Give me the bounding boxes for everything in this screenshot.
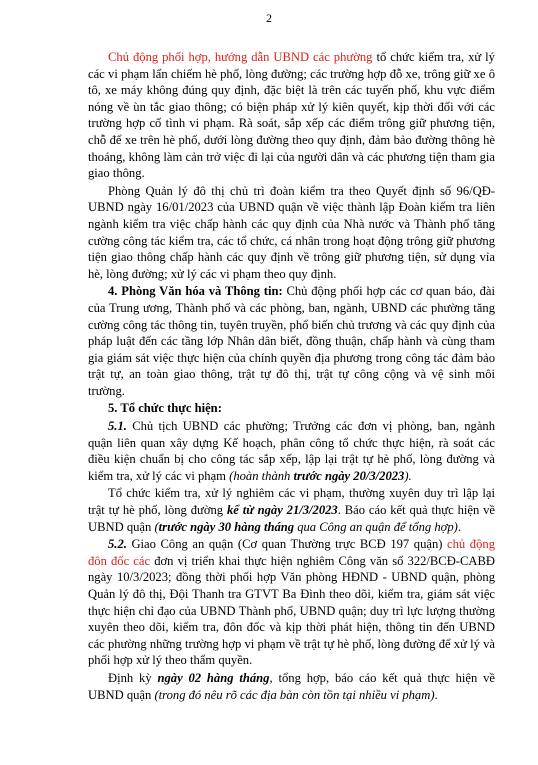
deadline-text: trước ngày 20/3/2023: [293, 468, 405, 483]
report-deadline-text: trước ngày 30 hàng tháng: [158, 519, 295, 534]
paragraph-6: [88, 485, 495, 535]
section-5-1-paragraph: [88, 418, 495, 484]
italic-note: (trong đó nêu rõ các địa bàn còn tồn tại nhiều vi phạm): [154, 687, 435, 702]
paragraph-text: Chủ động phối hợp các cơ quan báo, đài của Trung ương, Thành phố và các phòng, ban, ngành, UBND các phường tăng cường công tác thông tin, tuyên truyền, phổ biến chủ trương và các quy định của pháp luật đến các tầng lớp Nhân dân biết, đồng thuận, chấp hành và cùng tham gia giám sát việc thực hiện của chính quyền địa phương trong công tác đảm bảo trật tự, an toàn giao thông, trật tự đô thị, trật tự công cộng và vệ sinh môi trường.: [88, 284, 495, 398]
page-number: 2: [266, 11, 272, 25]
section-4-heading: 4. Phòng Văn hóa và Thông tin:: [108, 284, 283, 299]
paragraph-text: . Báo cáo kết quả thực hiện về UBND quận: [88, 503, 495, 534]
start-date-text: kể từ ngày 21/3/2023: [226, 503, 338, 518]
italic-open: (: [154, 519, 159, 534]
italic-note: qua Công an quận để tổng hợp): [294, 519, 458, 534]
period: .: [434, 687, 438, 702]
section-5-1-number: 5.1.: [108, 419, 127, 434]
document-body: [88, 49, 495, 704]
section-5-2-number: 5.2.: [108, 537, 127, 552]
section-5-heading-text: 5. Tổ chức thực hiện:: [108, 401, 222, 416]
section-5-heading: [88, 400, 495, 417]
periodic-date-text: ngày 02 hàng tháng: [157, 670, 270, 685]
red-highlight: Chủ động phối hợp, hướng dẫn UBND các phường: [108, 50, 373, 64]
period: .: [457, 519, 461, 534]
section-5-2-paragraph: [88, 536, 495, 669]
paragraph-text: Định kỳ: [108, 670, 158, 685]
paragraph-8: [88, 670, 495, 703]
red-highlight: chủ động đôn đốc các: [88, 537, 495, 568]
italic-note-close: ).: [404, 468, 412, 483]
italic-note-open: (hoàn thành: [229, 468, 294, 483]
paragraph-1: [88, 49, 495, 182]
section-4-paragraph: [88, 283, 495, 399]
paragraph-text: tổ chức kiểm tra, xử lý các vi phạm lấn chiếm hè phố, lòng đường; các trường hợp đỗ xe, trông giữ xe ô tô, xe máy không đúng quy định, đặc biệt là trên các tuyến phố, khu vực điểm nóng về ùn tắc giao thông; có biện pháp xử lý kiên quyết, kịp thời đối với các trường hợp cố tình vi phạm. Rà soát, sắp xếp các điểm trông giữ phương tiện, chỗ để xe trên hè phố, dưới lòng đường theo quy định, đảm bảo đường thông hè thoáng, không làm cản trở việc đi lại của người dân và các phương tiện tham gia giao thông.: [88, 50, 495, 181]
paragraph-text: Tổ chức kiểm tra, xử lý nghiêm các vi phạm, thường xuyên duy trì lập lại trật tự hè phố, lòng đường: [88, 486, 495, 518]
paragraph-text: đơn vị triển khai thực hiện nghiêm Công văn số 322/BCĐ-CABĐ ngày 10/3/2023; đồng thời phối hợp Văn phòng HĐND - UBND quận, phòng Quản lý đô thị, Đội Thanh tra GTVT Ba Đình theo dõi, kiểm tra, giám sát việc thực hiện chỉ đạo của UBND Thành phố, UBND quận; duy trì lực lượng thường xuyên theo dõi, kiểm tra, đôn đốc và kịp thời phát hiện, thông tin đến UBND các phường những trường hợp vi phạm về trật tự hè phố, lòng đường để xử lý và phối hợp xử lý theo thẩm quyền.: [88, 553, 495, 668]
paragraph-text: Chủ tịch UBND các phường; Trưởng các đơn vị phòng, ban, ngành quận liên quan xây dựng Kế hoạch, phân công tổ chức thực hiện, rà soát các điều kiện chuẩn bị cho công tác sắp xếp, lập lại trật tự hè phố, lòng đường và kiểm tra, xử lý các vi phạm: [88, 419, 495, 483]
paragraph-text: , tổng hợp, báo cáo kết quả thực hiện về UBND quận: [88, 670, 495, 702]
paragraph-text: Giao Công an quận (Cơ quan Thường trực BCĐ 197 quận): [126, 537, 448, 552]
paragraph-2: Phòng Quản lý đô thị chủ trì đoàn kiểm tra theo Quyết định số 96/QĐ-UBND ngày 16/01/2023 của UBND quận về việc thành lập Đoàn kiểm tra liên ngành kiểm tra việc chấp hành các quy định của Nhà nước và Thành phố tăng cường công tác kiểm tra, các tổ chức, cá nhân trong hoạt động trông giữ phương tiện giao thông chấp hành các quy định về trông giữ phương tiện, sử dụng vỉa hè, lòng đường; xử lý các vi phạm theo quy định.: [88, 183, 495, 281]
